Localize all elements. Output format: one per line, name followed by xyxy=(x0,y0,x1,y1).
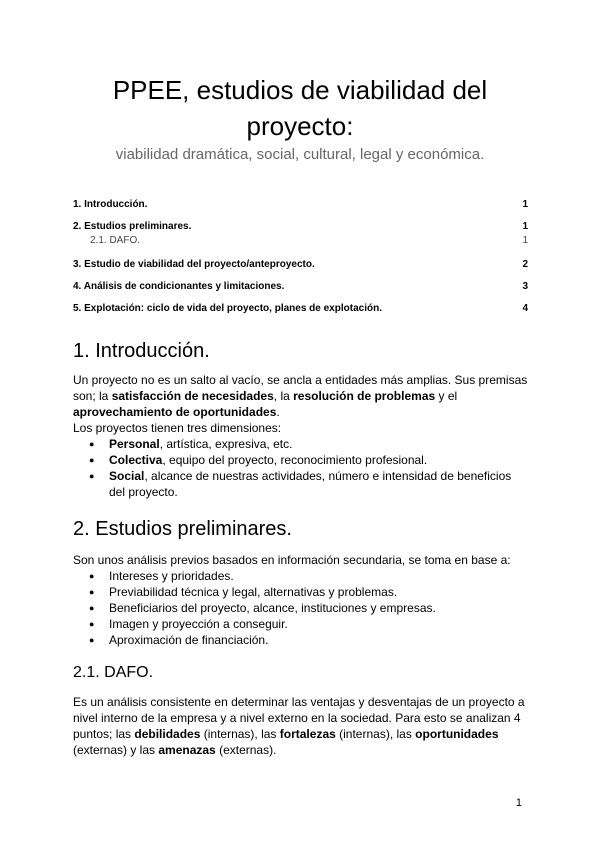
section1-dimensions-intro: Los proyectos tienen tres dimensiones: xyxy=(73,421,282,435)
document-title: PPEE, estudios de viabilidad del proyecto: xyxy=(112,75,488,141)
toc-entry[interactable] xyxy=(73,258,528,280)
section1-bullet-list xyxy=(73,436,529,500)
toc-entry-page: 1 xyxy=(522,221,528,232)
section-heading-introduccion: 1. Introducción. xyxy=(73,340,210,362)
toc-entry-page: 4 xyxy=(522,303,528,314)
document-subtitle: viabilidad dramática, social, cultural, legal y económica. xyxy=(115,146,485,163)
toc-entry-page: 1 xyxy=(522,199,528,210)
section-heading-estudios-preliminares: 2. Estudios preliminares. xyxy=(73,518,292,540)
subsection-heading-dafo: 2.1. DAFO. xyxy=(73,664,154,681)
toc-entry-label: 3. Estudio de viabilidad del proyecto/anteproyecto. xyxy=(73,259,315,270)
table-of-contents xyxy=(73,198,528,324)
list-item: ● Aproximación de financiación. xyxy=(73,632,529,648)
toc-entry-label: 5. Explotación: ciclo de vida del proyecto, planes de explotación. xyxy=(73,303,382,314)
page-number: 1 xyxy=(515,797,522,809)
list-item: ● Colectiva, equipo del proyecto, reconocimiento profesional. xyxy=(73,452,529,468)
list-item: ● Intereses y prioridades. xyxy=(73,568,529,584)
list-item: ● Social, alcance de nuestras actividades, número e intensidad de beneficios del proyecto. xyxy=(73,468,529,500)
toc-entry-label: 4. Análisis de condicionantes y limitaciones. xyxy=(73,281,285,292)
toc-entry-label: 2.1. DAFO. xyxy=(90,235,141,246)
toc-entry[interactable] xyxy=(73,198,528,220)
toc-entry[interactable] xyxy=(73,302,528,324)
list-item: ● Previabilidad técnica y legal, alternativas y problemas. xyxy=(73,584,529,600)
toc-entry-page: 1 xyxy=(522,235,528,246)
toc-entry-label: 1. Introducción. xyxy=(73,199,148,210)
toc-entry-page: 2 xyxy=(522,259,528,270)
list-item: ● Personal, artística, expresiva, etc. xyxy=(73,436,529,452)
dafo-paragraph: Es un análisis consistente en determinar las ventajas y desventajas de un proyecto a nivel interno de la empresa y a nivel externo en la sociedad. Para esto se analizan 4 puntos; las debilidades (internas), las fortalezas (internas), las oportunidades (externas) y las amenazas (externas). xyxy=(73,695,525,757)
list-item: ● Beneficiarios del proyecto, alcance, instituciones y empresas. xyxy=(73,600,529,616)
list-item: ● Imagen y proyección a conseguir. xyxy=(73,616,529,632)
toc-entry[interactable] xyxy=(73,280,528,302)
section2-paragraph: Son unos análisis previos basados en información secundaria, se toma en base a: xyxy=(73,553,511,567)
toc-subentry[interactable] xyxy=(73,234,528,258)
section2-bullet-list xyxy=(73,568,529,648)
section1-paragraph: Un proyecto no es un salto al vacío, se ancla a entidades más amplias. Sus premisas son; la satisfacción de necesidades, la resolución de problemas y el aprovechamiento de oportunidades. xyxy=(73,373,528,419)
toc-entry-page: 3 xyxy=(522,281,528,292)
toc-entry-label: 2. Estudios preliminares. xyxy=(73,221,192,232)
